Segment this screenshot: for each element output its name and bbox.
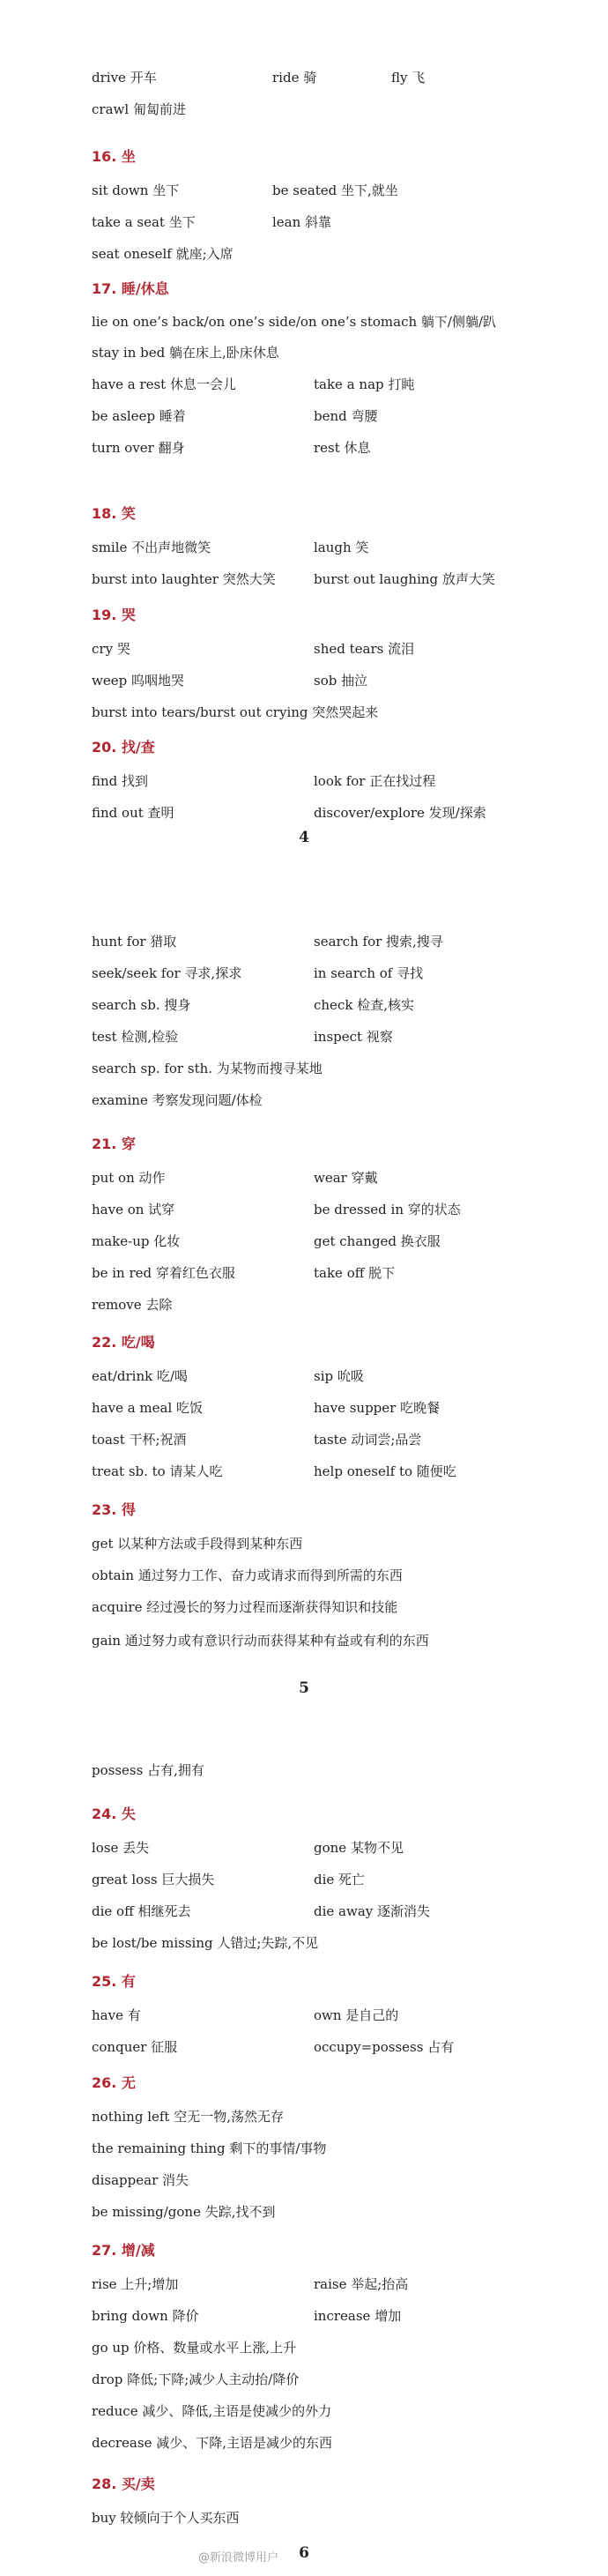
entry: inspect 视察 — [314, 1029, 393, 1045]
entry: find out 查明 — [92, 805, 174, 821]
section-20 — [92, 723, 585, 829]
entry: burst into tears/burst out crying 突然哭起来 — [92, 704, 379, 720]
entry: the remaining thing 剩下的事情/事物 — [92, 2140, 327, 2156]
entry: sit down 坐下 — [92, 182, 180, 198]
entry: in search of 寻找 — [314, 965, 424, 981]
watermark: @新浪微博用户 — [198, 2551, 279, 2565]
entry: buy 较倾向于个人买东西 — [92, 2510, 240, 2526]
entry: turn over 翻身 — [92, 440, 185, 456]
entry: conquer 征服 — [92, 2039, 178, 2055]
entry: be seated 坐下,就坐 — [272, 182, 398, 198]
page-number: 4 — [299, 829, 309, 846]
page-number: 6 — [299, 2544, 309, 2562]
section-title: 28. 买/卖 — [92, 2475, 155, 2492]
entry: die off 相继死去 — [92, 1903, 191, 1919]
entry-ride: ride 骑 — [272, 70, 317, 86]
entry: laugh 笑 — [314, 540, 369, 555]
entry: be asleep 睡着 — [92, 408, 186, 424]
entry: own 是自己的 — [314, 2007, 399, 2023]
entry: rise 上升;增加 — [92, 2276, 179, 2292]
section-21 — [92, 1120, 585, 1321]
section-25 — [92, 1957, 585, 2063]
section-title: 25. 有 — [92, 1973, 136, 1990]
entry: toast 干杯;祝酒 — [92, 1432, 187, 1448]
entry: occupy=possess 占有 — [314, 2039, 455, 2055]
entry: bring down 降价 — [92, 2308, 199, 2324]
entry: shed tears 流泪 — [314, 641, 415, 657]
entry: sob 抽泣 — [314, 673, 368, 689]
entry: have on 试穿 — [92, 1202, 175, 1217]
section-title: 26. 无 — [92, 2074, 136, 2091]
entry: drop 降低;下降;减少人主动抬/降价 — [92, 2371, 300, 2387]
entry: acquire 经过漫长的努力过程而逐渐获得知识和技能 — [92, 1599, 398, 1615]
entry: lose 丢失 — [92, 1840, 150, 1856]
section-title: 16. 坐 — [92, 148, 136, 165]
entry: decrease 减少、下降,主语是减少的东西 — [92, 2435, 332, 2451]
page-number: 5 — [299, 1679, 309, 1697]
entry: great loss 巨大损失 — [92, 1872, 215, 1887]
entry: be dressed in 穿的状态 — [314, 1202, 461, 1217]
entry: wear 穿戴 — [314, 1170, 378, 1186]
section-title: 18. 笑 — [92, 505, 136, 522]
section-title: 24. 失 — [92, 1805, 136, 1822]
entry: burst out laughing 放声大笑 — [314, 571, 495, 587]
entry: take a seat 坐下 — [92, 214, 196, 230]
entry: rest 休息 — [314, 440, 371, 456]
section-22 — [92, 1318, 585, 1487]
entry: lie on one’s back/on one’s side/on one’s stomach 躺下/侧躺/趴 — [92, 314, 497, 330]
entry: seek/seek for 寻求,探求 — [92, 965, 242, 981]
entry: remove 去除 — [92, 1297, 173, 1313]
entry: search for 搜索,搜寻 — [314, 934, 443, 949]
section-title: 17. 睡/休息 — [92, 280, 169, 297]
entry: reduce 减少、降低,主语是使减少的外力 — [92, 2403, 332, 2419]
section-title: 22. 吃/喝 — [92, 1334, 155, 1351]
entry: go up 价格、数量或水平上涨,上升 — [92, 2340, 297, 2356]
entry: smile 不出声地微笑 — [92, 540, 211, 555]
section-23-continued — [92, 1754, 585, 1786]
section-20-continued — [92, 926, 585, 1116]
entry: find 找到 — [92, 773, 149, 789]
entry: search sp. for sth. 为某物而搜寻某地 — [92, 1061, 323, 1076]
section-24 — [92, 1790, 585, 1959]
section-18 — [92, 489, 585, 595]
section-23 — [92, 1485, 585, 1658]
section-title: 19. 哭 — [92, 607, 136, 623]
entry: die 死亡 — [314, 1872, 366, 1887]
entry: be lost/be missing 人错过;失踪,不见 — [92, 1935, 319, 1951]
entry: cry 哭 — [92, 641, 130, 657]
section-title: 21. 穿 — [92, 1135, 136, 1152]
entry: put on 动作 — [92, 1170, 166, 1186]
entry: nothing left 空无一物,荡然无存 — [92, 2109, 284, 2125]
entry: make-up 化妆 — [92, 1233, 181, 1249]
entry: disappear 消失 — [92, 2172, 189, 2188]
entry: die away 逐渐消失 — [314, 1903, 431, 1919]
section-title: 20. 找/查 — [92, 739, 155, 756]
entry: gone 某物不见 — [314, 1840, 404, 1856]
section-title: 27. 增/减 — [92, 2242, 155, 2259]
entry: get 以某种方法或手段得到某种东西 — [92, 1536, 303, 1552]
entry: get changed 换衣服 — [314, 1233, 441, 1249]
entry: obtain 通过努力工作、奋力或请求而得到所需的东西 — [92, 1567, 403, 1583]
entry-drive: drive 开车 — [92, 70, 157, 86]
entry: have a meal 吃饭 — [92, 1400, 204, 1416]
entry: take off 脱下 — [314, 1265, 396, 1281]
entry: possess 占有,拥有 — [92, 1762, 204, 1778]
entry: eat/drink 吃/喝 — [92, 1368, 189, 1384]
entry: gain 通过努力或有意识行动而获得某种有益或有利的东西 — [92, 1633, 429, 1649]
entry: take a nap 打盹 — [314, 376, 415, 392]
section-16 — [92, 132, 585, 270]
section-26 — [92, 2059, 585, 2228]
entry: discover/explore 发现/探索 — [314, 805, 486, 821]
entry: have supper 吃晚餐 — [314, 1400, 441, 1416]
entry: be missing/gone 失踪,找不到 — [92, 2204, 276, 2220]
entry-fly: fly 飞 — [391, 70, 426, 86]
entry: treat sb. to 请某人吃 — [92, 1463, 223, 1479]
entry: lean 斜靠 — [272, 214, 332, 230]
entry: seat oneself 就座;入席 — [92, 246, 234, 262]
entry: increase 增加 — [314, 2308, 402, 2324]
section-27 — [92, 2226, 585, 2459]
entry: check 检查,核实 — [314, 997, 414, 1013]
entry: stay in bed 躺在床上,卧床休息 — [92, 345, 279, 361]
section-28 — [92, 2460, 585, 2534]
entry: taste 动词尝;品尝 — [314, 1432, 422, 1448]
entry: search sb. 搜身 — [92, 997, 191, 1013]
section-17 — [92, 264, 585, 464]
section-title: 23. 得 — [92, 1501, 136, 1518]
entry-crawl: crawl 匍匐前进 — [92, 101, 186, 117]
entry: examine 考察发现问题/体检 — [92, 1092, 263, 1108]
entry: hunt for 猎取 — [92, 934, 177, 949]
entry: look for 正在找过程 — [314, 773, 436, 789]
entry: test 检测,检验 — [92, 1029, 179, 1045]
transport-verbs — [92, 62, 585, 125]
section-19 — [92, 591, 585, 728]
entry: burst into laughter 突然大笑 — [92, 571, 276, 587]
entry: have 有 — [92, 2007, 141, 2023]
entry: raise 举起;抬高 — [314, 2276, 409, 2292]
entry: weep 呜咽地哭 — [92, 673, 184, 689]
entry: be in red 穿着红色衣服 — [92, 1265, 235, 1281]
entry: bend 弯腰 — [314, 408, 378, 424]
entry: have a rest 休息一会儿 — [92, 376, 236, 392]
entry: help oneself to 随便吃 — [314, 1463, 456, 1479]
entry: sip 吮吸 — [314, 1368, 364, 1384]
